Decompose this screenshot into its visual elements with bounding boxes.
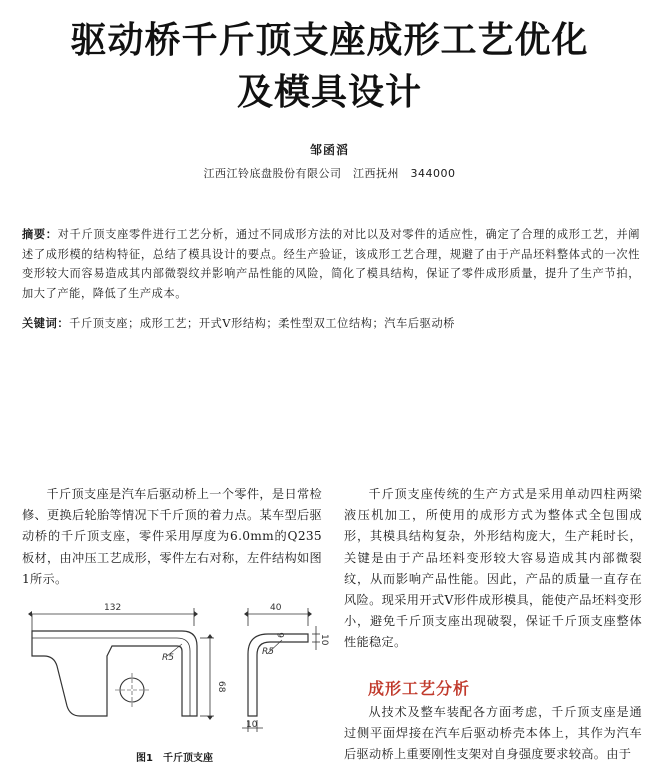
dim-label-thickness: 6: [277, 632, 287, 638]
inner-bend-line: [32, 638, 190, 716]
paper-title-line2: 及模具设计: [236, 72, 422, 113]
body-column-left: [22, 484, 322, 590]
dim-label-width-side: 40: [270, 603, 282, 613]
paragraph-process-analysis: 从技术及整车装配各方面考虑，千斤顶支座是通过侧平面焊接在汽车后驱动桥壳本体上，其作为汽车后驱动桥上重要刚性支架对自身强度要求较高。由于: [344, 705, 642, 762]
body-column-right-lower: [344, 702, 642, 766]
paragraph-traditional-method: 千斤顶支座传统的生产方式是采用单动四柱两梁液压机加工，所使用的成形方式为整体式全包围成形，其模具结构复杂，外形结构庞大，生产耗时长，关键是由于产品坯料变形较大容易造成其内部微裂纹，从而影响产品性能。因此，产品的质量一直存在风险。现采用开式V形件成形模具，能使产品坯料变形小，避免千斤顶支座出现破裂，保证千斤顶支座整体性能稳定。: [344, 487, 642, 650]
section-heading-process-analysis: 成形工艺分析: [368, 679, 471, 698]
dim-label-flange: 10: [319, 634, 329, 646]
abstract-text: 对千斤顶支座零件进行工艺分析，通过不同成形方法的对比以及对零件的适应性，确定了合理的成形工艺，并阐述了成形模的结构特征，总结了模具设计的要点。经生产验证，该成形工艺合理，规避了由于产品坯料整体式的一次性变形较大而容易造成其内部微裂纹并影响产品性能的风险，简化了模具结构，保证了零件成形质量，提升了生产节拍，加大了产能，降低了生产成本。: [22, 228, 640, 300]
dim-label-bottom: 10: [246, 720, 258, 730]
dim-label-radius-left: R5: [162, 653, 174, 663]
keywords: [22, 314, 640, 333]
author-affiliation: 江西江铃底盘股份有限公司 江西抚州 344000: [203, 167, 456, 180]
keywords-text: 千斤顶支座；成形工艺；开式V形结构；柔性型双工位结构；汽车后驱动桥: [69, 317, 456, 330]
dim-label-width-main: 132: [104, 603, 122, 613]
part-outline-side-view: [248, 634, 308, 716]
dim-label-radius-side: R5: [262, 647, 274, 657]
keywords-label: 关键词：: [22, 317, 70, 330]
abstract: [22, 225, 640, 303]
figure-caption: 图1 千斤顶支座: [136, 753, 213, 764]
body-column-right: [344, 484, 642, 654]
abstract-label: 摘要：: [22, 228, 58, 241]
figure-jack-support-drawing: [22, 596, 332, 736]
author-name: 邹函滔: [309, 143, 349, 157]
paper-title-line1: 驱动桥千斤顶支座成形工艺优化: [70, 20, 589, 61]
dim-label-height-main: 68: [216, 681, 226, 693]
paragraph-intro: 千斤顶支座是汽车后驱动桥上一个零件，是日常检修、更换后轮胎等情况下千斤顶的着力点。某车型后驱动桥的千斤顶支座，零件采用厚度为6.0mm的Q235板材，由冲压工艺成形，零件左右对称，左件结构如图1所示。: [22, 487, 322, 586]
part-outline-left-view: [32, 631, 197, 716]
